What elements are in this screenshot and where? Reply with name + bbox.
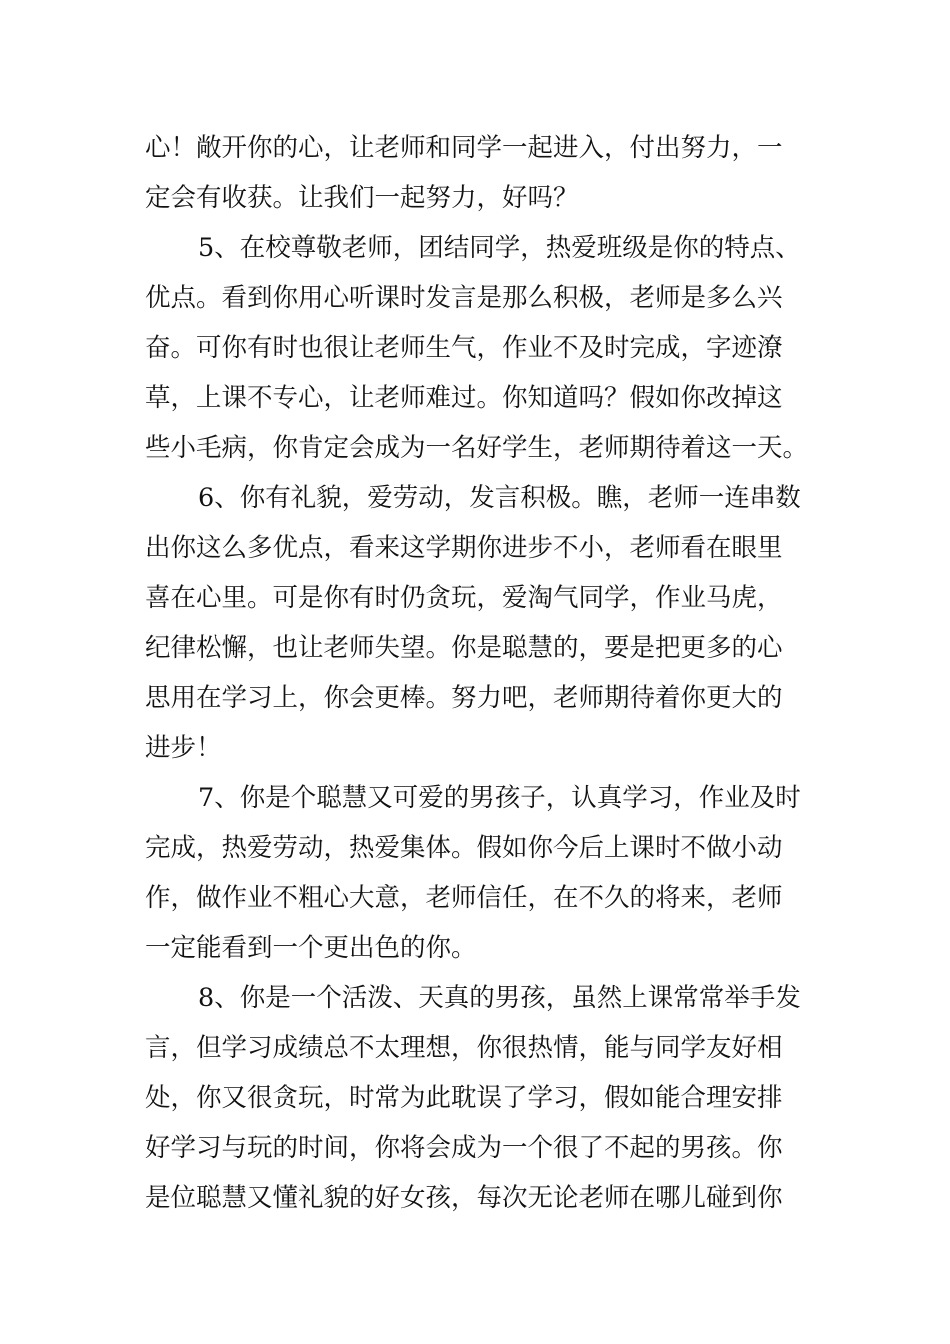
text-line: 进步！ [145,733,222,763]
text-line: 处，你又很贪玩，时常为此耽误了学习，假如能合理安排 [145,1083,783,1113]
text-line: 定会有收获。让我们一起努力，好吗？ [145,183,579,213]
text-line: 思用在学习上，你会更棒。努力吧，老师期待着你更大的 [145,683,783,713]
text-line: 出你这么多优点，看来这学期你进步不小，老师看在眼里 [145,533,783,563]
text-line: 奋。可你有时也很让老师生气，作业不及时完成，字迹潦 [145,333,783,363]
text-line: 完成，热爱劳动，热爱集体。假如你今后上课时不做小动 [145,833,783,863]
text-line: 一定能看到一个更出色的你。 [145,933,477,963]
text-line: 纪律松懈，也让老师失望。你是聪慧的，要是把更多的心 [145,633,783,663]
text-line: 心！敞开你的心，让老师和同学一起进入，付出努力，一 [145,133,783,163]
text-line: 草，上课不专心，让老师难过。你知道吗？假如你改掉这 [145,383,783,413]
text-line: 优点。看到你用心听课时发言是那么积极，老师是多么兴 [145,283,783,313]
paragraph-start-line: 5、在校尊敬老师，团结同学，热爱班级是你的特点、 [198,233,801,263]
text-line: 言，但学习成绩总不太理想，你很热情，能与同学友好相 [145,1033,783,1063]
text-line: 作，做作业不粗心大意，老师信任，在不久的将来，老师 [145,883,783,913]
text-line: 些小毛病，你肯定会成为一名好学生，老师期待着这一天。 [145,433,809,463]
paragraph-start-line: 7、你是个聪慧又可爱的男孩子，认真学习，作业及时 [198,783,801,813]
text-line: 是位聪慧又懂礼貌的好女孩，每次无论老师在哪儿碰到你 [145,1183,783,1213]
text-line: 好学习与玩的时间，你将会成为一个很了不起的男孩。你 [145,1133,783,1163]
text-line: 喜在心里。可是你有时仍贪玩，爱淘气同学，作业马虎， [145,583,783,613]
paragraph-start-line: 6、你有礼貌，爱劳动，发言积极。瞧，老师一连串数 [198,483,801,513]
paragraph-start-line: 8、你是一个活泼、天真的男孩，虽然上课常常举手发 [198,983,801,1013]
